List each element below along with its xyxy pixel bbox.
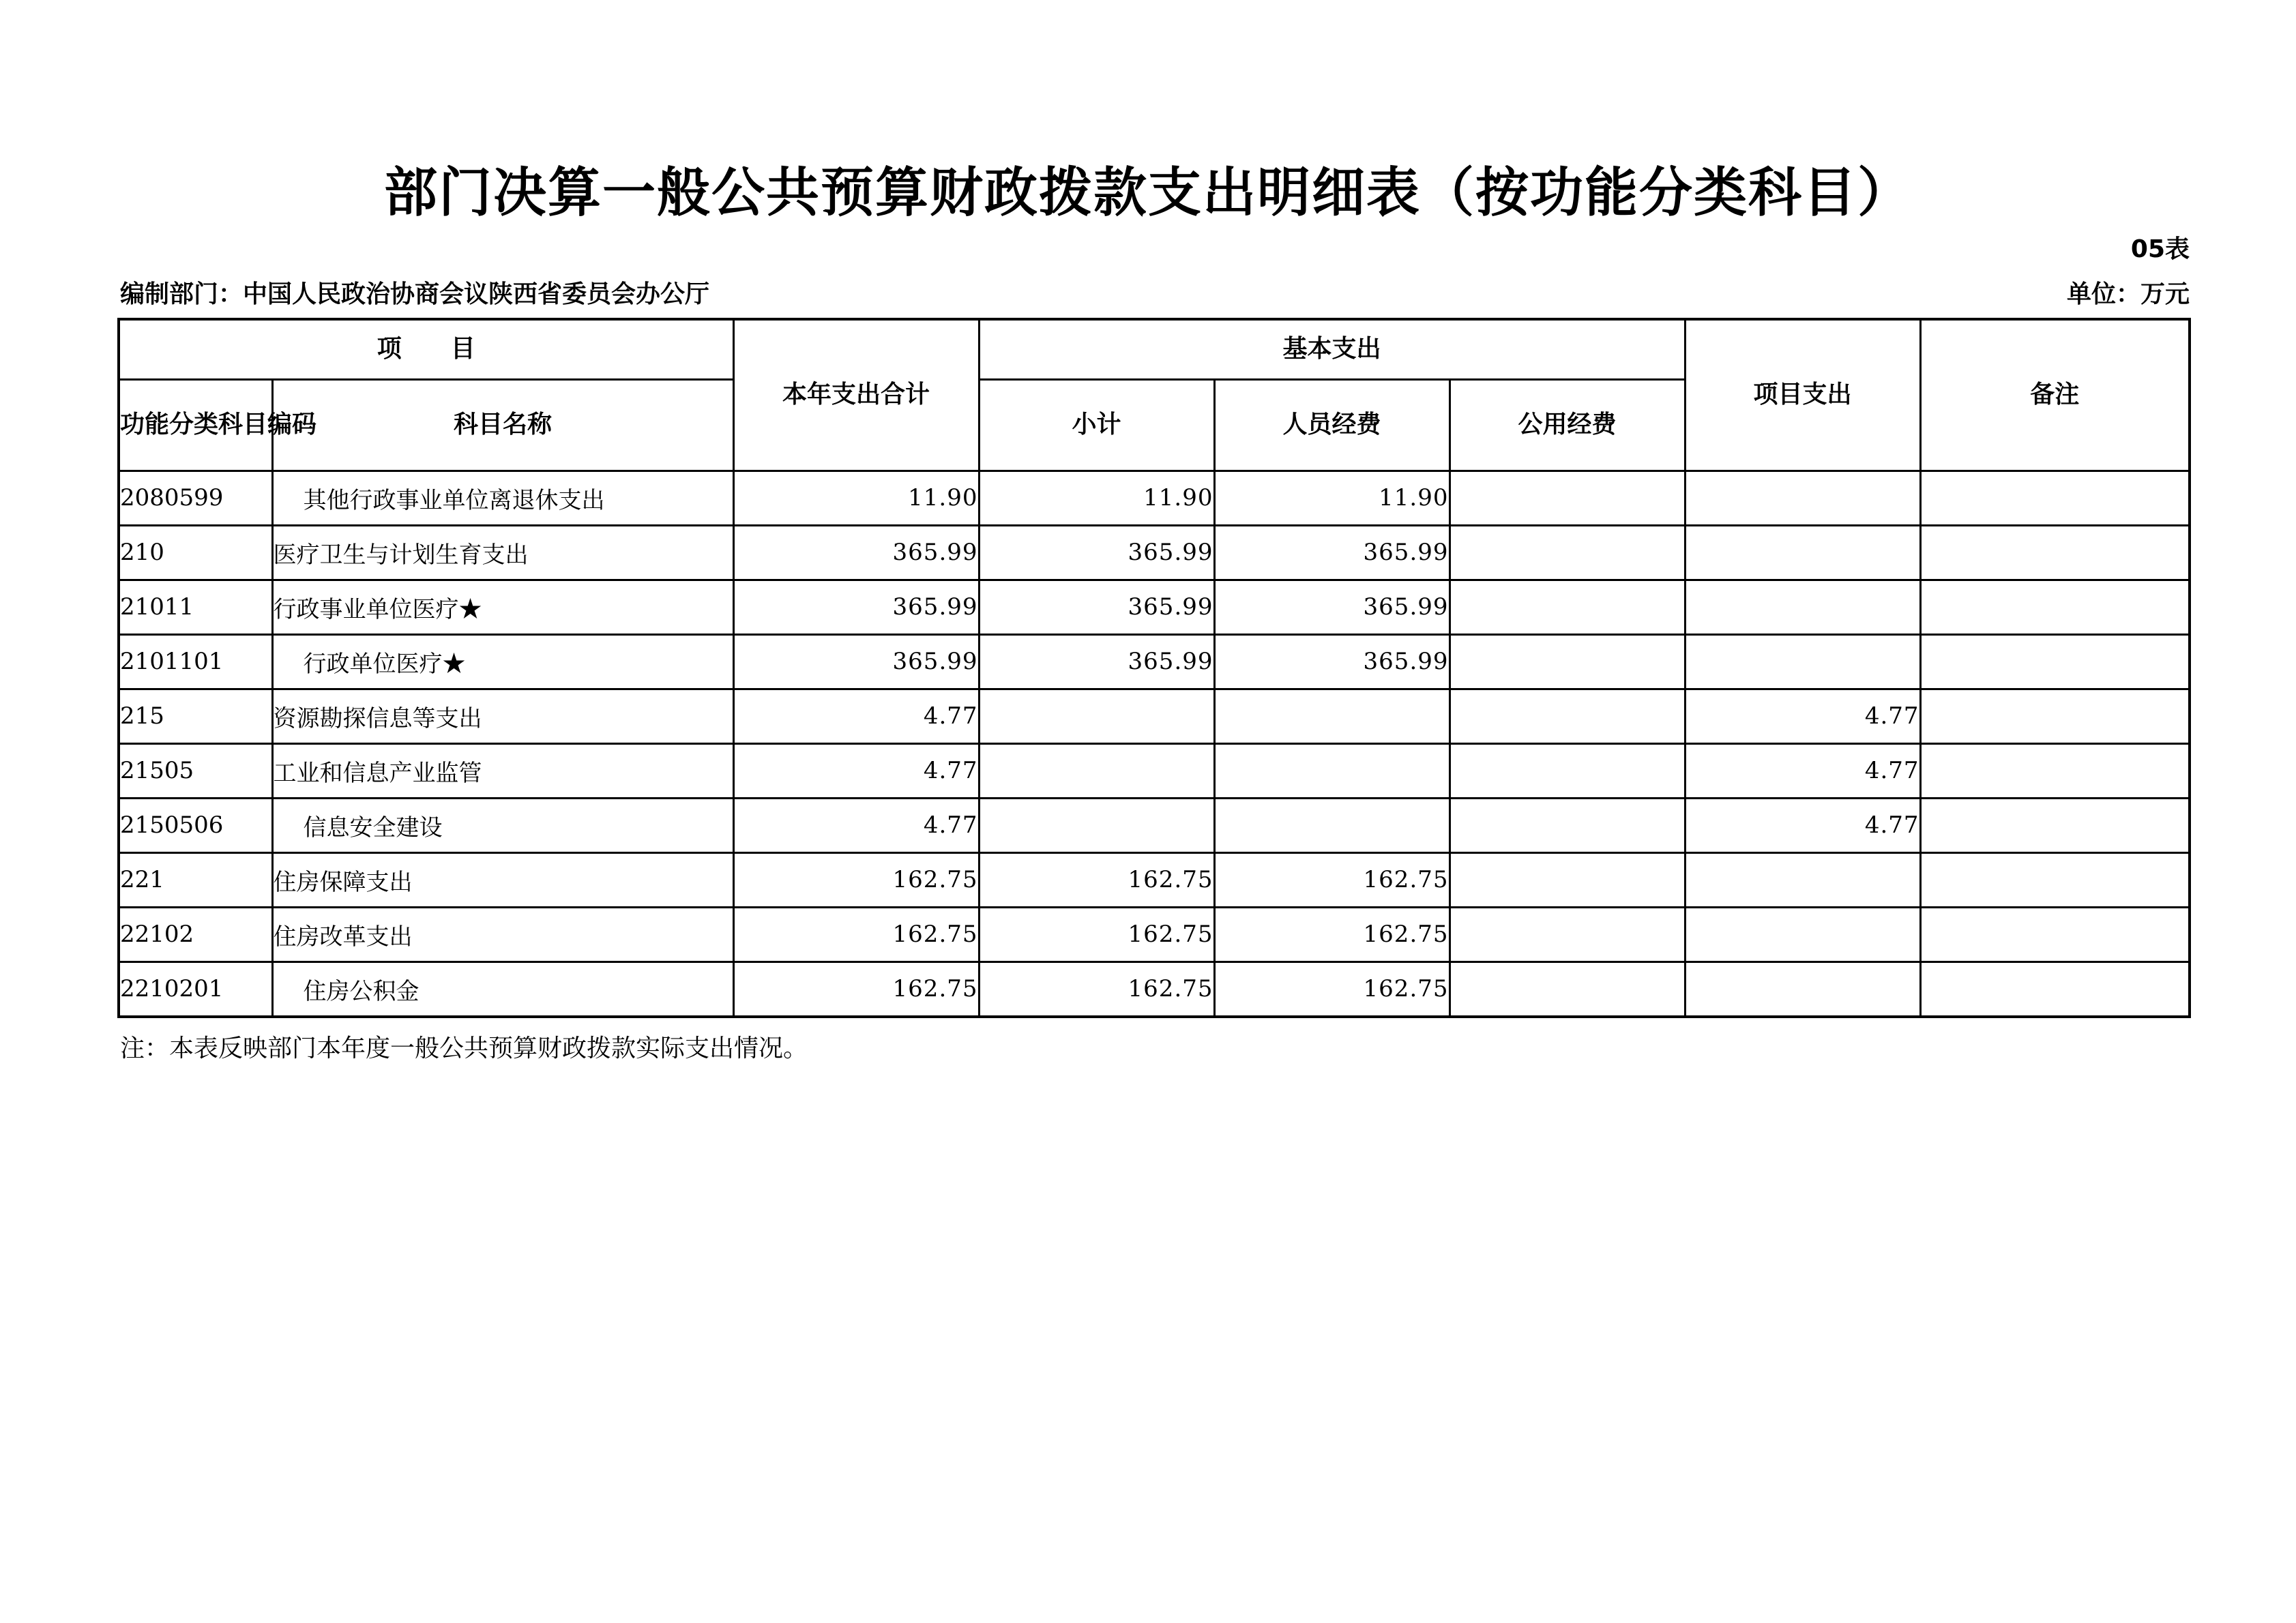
cell-subtotal (979, 798, 1214, 852)
cell-total: 11.90 (733, 471, 979, 525)
cell-code: 21011 (119, 580, 272, 634)
table-footnote: 注：本表反映部门本年度一般公共预算财政拨款实际支出情况。 (120, 1034, 808, 1062)
cell-total: 4.77 (733, 798, 979, 852)
cell-project: 4.77 (1685, 798, 1920, 852)
cell-public (1449, 743, 1685, 798)
cell-code: 210 (119, 525, 272, 580)
cell-subtotal: 365.99 (979, 580, 1214, 634)
cell-public (1449, 798, 1685, 852)
cell-remark (1920, 852, 2190, 907)
cell-remark (1920, 962, 2190, 1017)
cell-public (1449, 907, 1685, 962)
cell-personnel: 365.99 (1214, 580, 1449, 634)
cell-project: 4.77 (1685, 743, 1920, 798)
cell-subtotal: 162.75 (979, 962, 1214, 1017)
cell-public (1449, 852, 1685, 907)
cell-total: 4.77 (733, 689, 979, 743)
cell-subtotal: 162.75 (979, 852, 1214, 907)
header-public: 公用经费 (1449, 379, 1685, 471)
cell-code: 221 (119, 852, 272, 907)
cell-remark (1920, 580, 2190, 634)
cell-name: 行政事业单位医疗★ (272, 580, 733, 634)
cell-personnel: 365.99 (1214, 525, 1449, 580)
header-item: 项 目 (119, 319, 733, 379)
cell-public (1449, 962, 1685, 1017)
cell-personnel (1214, 743, 1449, 798)
table-row (119, 689, 2190, 743)
cell-public (1449, 689, 1685, 743)
cell-subtotal (979, 689, 1214, 743)
cell-personnel (1214, 689, 1449, 743)
cell-remark (1920, 798, 2190, 852)
cell-remark (1920, 743, 2190, 798)
table-number: 05表 (2130, 235, 2190, 263)
table-row (119, 798, 2190, 852)
cell-project (1685, 852, 1920, 907)
cell-public (1449, 471, 1685, 525)
cell-code: 215 (119, 689, 272, 743)
cell-total: 162.75 (733, 907, 979, 962)
cell-name: 工业和信息产业监管 (272, 743, 733, 798)
cell-project (1685, 907, 1920, 962)
header-name: 科目名称 (272, 379, 733, 471)
cell-code: 2210201 (119, 962, 272, 1017)
table-row (119, 471, 2190, 525)
cell-personnel (1214, 798, 1449, 852)
cell-remark (1920, 689, 2190, 743)
cell-subtotal: 365.99 (979, 525, 1214, 580)
cell-project (1685, 525, 1920, 580)
cell-name: 信息安全建设 (272, 798, 733, 852)
cell-code: 2101101 (119, 634, 272, 689)
cell-name: 住房改革支出 (272, 907, 733, 962)
cell-subtotal: 162.75 (979, 907, 1214, 962)
cell-code: 2080599 (119, 471, 272, 525)
cell-project (1685, 962, 1920, 1017)
cell-name: 行政单位医疗★ (272, 634, 733, 689)
cell-subtotal: 365.99 (979, 634, 1214, 689)
table-row (119, 962, 2190, 1017)
cell-personnel: 11.90 (1214, 471, 1449, 525)
unit-label: 单位：万元 (2066, 280, 2190, 308)
cell-code: 2150506 (119, 798, 272, 852)
table-row (119, 852, 2190, 907)
cell-subtotal (979, 743, 1214, 798)
cell-total: 4.77 (733, 743, 979, 798)
cell-name: 住房公积金 (272, 962, 733, 1017)
cell-personnel: 162.75 (1214, 852, 1449, 907)
header-total: 本年支出合计 (733, 319, 979, 471)
table-body (119, 471, 2190, 1017)
cell-total: 365.99 (733, 525, 979, 580)
cell-public (1449, 525, 1685, 580)
cell-remark (1920, 907, 2190, 962)
cell-public (1449, 580, 1685, 634)
table-row (119, 580, 2190, 634)
page-title: 部门决算一般公共预算财政拨款支出明细表（按功能分类科目） (383, 162, 1912, 224)
cell-project: 4.77 (1685, 689, 1920, 743)
cell-personnel: 162.75 (1214, 962, 1449, 1017)
header-remark: 备注 (1920, 319, 2190, 471)
cell-code: 22102 (119, 907, 272, 962)
cell-project (1685, 580, 1920, 634)
cell-public (1449, 634, 1685, 689)
cell-personnel: 162.75 (1214, 907, 1449, 962)
header-project: 项目支出 (1685, 319, 1920, 471)
cell-project (1685, 471, 1920, 525)
table-row (119, 907, 2190, 962)
table-row (119, 525, 2190, 580)
table-header (119, 319, 2190, 471)
cell-remark (1920, 471, 2190, 525)
compiling-department: 编制部门：中国人民政治协商会议陕西省委员会办公厅 (120, 280, 710, 308)
cell-name: 资源勘探信息等支出 (272, 689, 733, 743)
cell-total: 162.75 (733, 852, 979, 907)
cell-project (1685, 634, 1920, 689)
header-code: 功能分类科目编码 (119, 379, 272, 471)
header-personnel: 人员经费 (1214, 379, 1449, 471)
cell-remark (1920, 525, 2190, 580)
cell-name: 住房保障支出 (272, 852, 733, 907)
header-subtotal: 小计 (979, 379, 1214, 471)
cell-subtotal: 11.90 (979, 471, 1214, 525)
table-row (119, 634, 2190, 689)
table-row (119, 743, 2190, 798)
cell-code: 21505 (119, 743, 272, 798)
cell-name: 其他行政事业单位离退休支出 (272, 471, 733, 525)
cell-total: 365.99 (733, 580, 979, 634)
cell-name: 医疗卫生与计划生育支出 (272, 525, 733, 580)
expenditure-table (117, 318, 2191, 1018)
cell-remark (1920, 634, 2190, 689)
header-basic: 基本支出 (979, 319, 1685, 379)
cell-total: 162.75 (733, 962, 979, 1017)
cell-total: 365.99 (733, 634, 979, 689)
cell-personnel: 365.99 (1214, 634, 1449, 689)
